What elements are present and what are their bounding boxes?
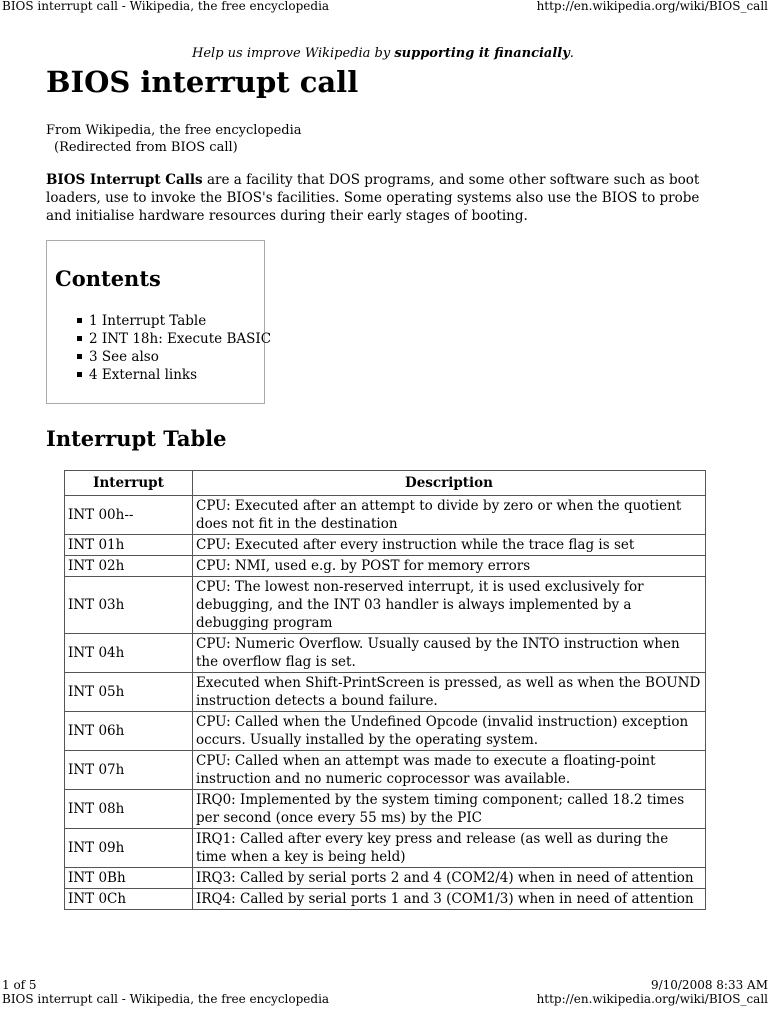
intro-text: are a facility that DOS programs, and some other software such as boot loaders, use to invoke the BIOS's facilities. Some operating systems also use the BIOS to probe and initialise hardware resources during their early stages of booting. (46, 172, 700, 224)
interrupt-cell: INT 07h (65, 751, 193, 790)
description-cell: CPU: Called when an attempt was made to execute a floating-point instruction and no numeric coprocessor was available. (193, 751, 706, 790)
redirect-note: (Redirected from BIOS call) (54, 140, 238, 155)
description-cell: IRQ0: Implemented by the system timing component; called 18.2 times per second (once every 55 ms) by the PIC (193, 790, 706, 829)
column-header-interrupt: Interrupt (65, 471, 193, 496)
interrupt-cell: INT 05h (65, 673, 193, 712)
table-row (65, 634, 706, 673)
toc-item-see-also[interactable]: 3 See also (75, 348, 271, 366)
table-of-contents (46, 240, 272, 404)
description-cell: CPU: NMI, used e.g. by POST for memory errors (193, 556, 706, 577)
table-row (65, 790, 706, 829)
interrupt-cell: INT 00h-- (65, 496, 193, 535)
description-cell: CPU: Numeric Overflow. Usually caused by the INTO instruction when the overflow flag is set. (193, 634, 706, 673)
interrupt-cell: INT 0Ch (65, 889, 193, 910)
table-row (65, 556, 706, 577)
description-cell: IRQ4: Called by serial ports 1 and 3 (COM1/3) when in need of attention (193, 889, 706, 910)
column-header-description: Description (193, 471, 706, 496)
table-row (65, 673, 706, 712)
description-cell: IRQ1: Called after every key press and release (as well as during the time when a key is being held) (193, 829, 706, 868)
description-cell: CPU: The lowest non-reserved interrupt, it is used exclusively for debugging, and the INT 03 handler is always implemented by a debugging program (193, 577, 706, 634)
print-footer-page: 1 of 5 (2, 978, 37, 992)
toc-item-interrupt-table[interactable]: 1 Interrupt Table (75, 312, 271, 330)
bullet-icon (77, 318, 82, 323)
table-row (65, 712, 706, 751)
interrupt-cell: INT 02h (65, 556, 193, 577)
support-banner-suffix: . (569, 46, 574, 61)
interrupt-cell: INT 08h (65, 790, 193, 829)
site-subtitle: From Wikipedia, the free encyclopedia (46, 123, 302, 138)
interrupt-cell: INT 06h (65, 712, 193, 751)
bullet-icon (77, 336, 82, 341)
intro-bold-term: BIOS Interrupt Calls (46, 172, 203, 188)
print-footer-title: BIOS interrupt call - Wikipedia, the free encyclopedia (2, 992, 330, 1006)
interrupt-cell: INT 09h (65, 829, 193, 868)
interrupt-cell: INT 04h (65, 634, 193, 673)
print-footer-datetime: 9/10/2008 8:33 AM (650, 978, 768, 992)
description-cell: CPU: Executed after every instruction while the trace flag is set (193, 535, 706, 556)
support-link[interactable]: supporting it financially (394, 46, 570, 61)
print-footer-url: http://en.wikipedia.org/wiki/BIOS_call (536, 992, 768, 1006)
description-cell: IRQ3: Called by serial ports 2 and 4 (COM2/4) when in need of attention (193, 868, 706, 889)
interrupt-cell: INT 0Bh (65, 868, 193, 889)
table-row (65, 577, 706, 634)
toc-item-int-18h[interactable]: 2 INT 18h: Execute BASIC (75, 330, 271, 348)
table-row (65, 535, 706, 556)
description-cell: CPU: Executed after an attempt to divide by zero or when the quotient does not fit in the destination (193, 496, 706, 535)
table-row (65, 829, 706, 868)
description-cell: CPU: Called when the Undefined Opcode (invalid instruction) exception occurs. Usually installed by the operating system. (193, 712, 706, 751)
table-row (65, 751, 706, 790)
page-title: BIOS interrupt call (46, 65, 359, 99)
support-banner-prefix: Help us improve Wikipedia by (192, 46, 395, 61)
section-heading-interrupt-table: Interrupt Table (46, 426, 227, 451)
toc-list (75, 312, 271, 384)
print-header-title: BIOS interrupt call - Wikipedia, the free encyclopedia (2, 0, 330, 13)
bullet-icon (77, 372, 82, 377)
intro-paragraph (46, 171, 710, 225)
table-row (65, 868, 706, 889)
print-header-url: http://en.wikipedia.org/wiki/BIOS_call (536, 0, 768, 13)
table-row (65, 496, 706, 535)
toc-heading: Contents (55, 266, 161, 291)
interrupt-cell: INT 01h (65, 535, 193, 556)
description-cell: Executed when Shift-PrintScreen is pressed, as well as when the BOUND instruction detects a bound failure. (193, 673, 706, 712)
bullet-icon (77, 354, 82, 359)
interrupt-cell: INT 03h (65, 577, 193, 634)
table-row (65, 889, 706, 910)
table-header-row (65, 471, 706, 496)
toc-item-external-links[interactable]: 4 External links (75, 366, 271, 384)
interrupt-table (64, 470, 706, 910)
support-banner (192, 46, 574, 61)
